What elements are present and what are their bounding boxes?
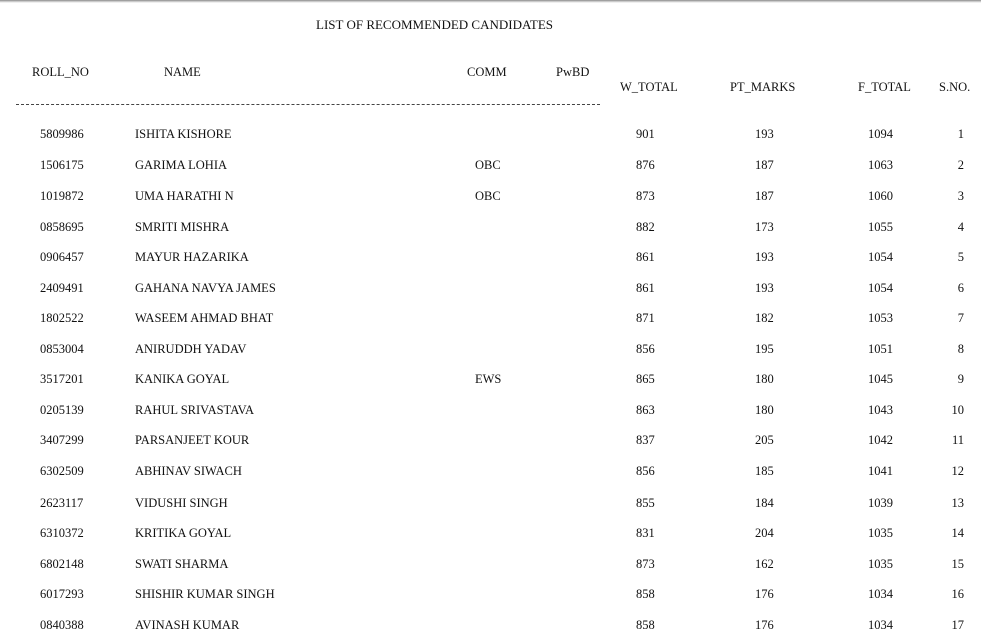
header-pt-marks: PT_MARKS <box>730 80 796 94</box>
table-row <box>0 557 981 577</box>
header-divider <box>16 104 600 106</box>
name-cell: ANIRUDDH YADAV <box>135 342 247 356</box>
roll-no-cell: 1802522 <box>40 311 84 325</box>
f-total-cell: 1035 <box>868 557 893 571</box>
name-cell: GAHANA NAVYA JAMES <box>135 281 276 295</box>
w-total-cell: 856 <box>636 464 655 478</box>
name-cell: WASEEM AHMAD BHAT <box>135 311 274 325</box>
header-roll-no: ROLL_NO <box>32 65 89 79</box>
pt-marks-cell: 205 <box>755 433 774 447</box>
table-row <box>0 158 981 178</box>
table-row <box>0 127 981 147</box>
sno-cell: 9 <box>957 372 964 386</box>
roll-no-cell: 1019872 <box>40 189 84 203</box>
table-row <box>0 311 981 331</box>
page-top-shadow <box>0 0 981 3</box>
header-name: NAME <box>164 65 201 79</box>
name-cell: ABHINAV SIWACH <box>135 464 242 478</box>
f-total-cell: 1041 <box>868 464 893 478</box>
w-total-cell: 858 <box>636 587 655 601</box>
f-total-cell: 1051 <box>868 342 893 356</box>
name-cell: SHISHIR KUMAR SINGH <box>135 587 275 601</box>
w-total-cell: 858 <box>636 618 655 632</box>
roll-no-cell: 0906457 <box>40 250 84 264</box>
sno-cell: 17 <box>951 618 964 632</box>
name-cell: KRITIKA GOYAL <box>135 526 232 540</box>
f-total-cell: 1053 <box>868 311 893 325</box>
w-total-cell: 873 <box>636 557 655 571</box>
sno-cell: 8 <box>957 342 964 356</box>
f-total-cell: 1054 <box>868 281 893 295</box>
sno-cell: 2 <box>957 158 964 172</box>
table-row <box>0 372 981 392</box>
pt-marks-cell: 187 <box>755 158 774 172</box>
f-total-cell: 1054 <box>868 250 893 264</box>
pt-marks-cell: 176 <box>755 587 774 601</box>
name-cell: KANIKA GOYAL <box>135 372 230 386</box>
f-total-cell: 1035 <box>868 526 893 540</box>
w-total-cell: 837 <box>636 433 655 447</box>
w-total-cell: 855 <box>636 496 655 510</box>
f-total-cell: 1042 <box>868 433 893 447</box>
w-total-cell: 831 <box>636 526 655 540</box>
table-row <box>0 587 981 607</box>
roll-no-cell: 6017293 <box>40 587 84 601</box>
pt-marks-cell: 184 <box>755 496 774 510</box>
w-total-cell: 882 <box>636 220 655 234</box>
name-cell: RAHUL SRIVASTAVA <box>135 403 255 417</box>
table-row <box>0 403 981 423</box>
sno-cell: 6 <box>957 281 964 295</box>
roll-no-cell: 0205139 <box>40 403 84 417</box>
sno-cell: 15 <box>951 557 964 571</box>
table-row <box>0 189 981 209</box>
w-total-cell: 873 <box>636 189 655 203</box>
pt-marks-cell: 180 <box>755 403 774 417</box>
w-total-cell: 863 <box>636 403 655 417</box>
sno-cell: 3 <box>957 189 964 203</box>
header-w-total: W_TOTAL <box>620 80 678 94</box>
table-row <box>0 464 981 484</box>
w-total-cell: 861 <box>636 281 655 295</box>
f-total-cell: 1094 <box>868 127 893 141</box>
roll-no-cell: 6802148 <box>40 557 84 571</box>
pt-marks-cell: 193 <box>755 250 774 264</box>
table-row <box>0 220 981 240</box>
roll-no-cell: 1506175 <box>40 158 84 172</box>
sno-cell: 16 <box>951 587 964 601</box>
table-row <box>0 250 981 270</box>
header-sno: S.NO. <box>939 80 971 94</box>
pt-marks-cell: 173 <box>755 220 774 234</box>
header-f-total: F_TOTAL <box>858 80 911 94</box>
table-row <box>0 618 981 638</box>
roll-no-cell: 3407299 <box>40 433 84 447</box>
sno-cell: 13 <box>951 496 964 510</box>
name-cell: VIDUSHI SINGH <box>135 496 228 510</box>
name-cell: UMA HARATHI N <box>135 189 234 203</box>
w-total-cell: 861 <box>636 250 655 264</box>
w-total-cell: 901 <box>636 127 655 141</box>
pt-marks-cell: 193 <box>755 127 774 141</box>
sno-cell: 4 <box>957 220 964 234</box>
pt-marks-cell: 185 <box>755 464 774 478</box>
name-cell: MAYUR HAZARIKA <box>135 250 249 264</box>
document-title: LIST OF RECOMMENDED CANDIDATES <box>316 17 554 32</box>
f-total-cell: 1043 <box>868 403 893 417</box>
pt-marks-cell: 176 <box>755 618 774 632</box>
sno-cell: 1 <box>957 127 964 141</box>
table-row <box>0 281 981 301</box>
table-row <box>0 342 981 362</box>
f-total-cell: 1039 <box>868 496 893 510</box>
comm-cell: OBC <box>475 158 501 172</box>
f-total-cell: 1060 <box>868 189 893 203</box>
name-cell: GARIMA LOHIA <box>135 158 228 172</box>
w-total-cell: 876 <box>636 158 655 172</box>
pt-marks-cell: 180 <box>755 372 774 386</box>
pt-marks-cell: 182 <box>755 311 774 325</box>
f-total-cell: 1063 <box>868 158 893 172</box>
pt-marks-cell: 195 <box>755 342 774 356</box>
comm-cell: EWS <box>475 372 502 386</box>
name-cell: SMRITI MISHRA <box>135 220 230 234</box>
table-row <box>0 496 981 516</box>
sno-cell: 12 <box>951 464 964 478</box>
f-total-cell: 1034 <box>868 618 893 632</box>
roll-no-cell: 2409491 <box>40 281 84 295</box>
sno-cell: 14 <box>951 526 964 540</box>
roll-no-cell: 3517201 <box>40 372 84 386</box>
name-cell: SWATI SHARMA <box>135 557 229 571</box>
table-row <box>0 433 981 453</box>
roll-no-cell: 6302509 <box>40 464 84 478</box>
roll-no-cell: 2623117 <box>40 496 84 510</box>
f-total-cell: 1045 <box>868 372 893 386</box>
comm-cell: OBC <box>475 189 501 203</box>
w-total-cell: 871 <box>636 311 655 325</box>
roll-no-cell: 0853004 <box>40 342 84 356</box>
name-cell: ISHITA KISHORE <box>135 127 232 141</box>
roll-no-cell: 0858695 <box>40 220 84 234</box>
f-total-cell: 1055 <box>868 220 893 234</box>
name-cell: AVINASH KUMAR <box>135 618 240 632</box>
pt-marks-cell: 193 <box>755 281 774 295</box>
w-total-cell: 856 <box>636 342 655 356</box>
w-total-cell: 865 <box>636 372 655 386</box>
f-total-cell: 1034 <box>868 587 893 601</box>
pt-marks-cell: 204 <box>755 526 774 540</box>
sno-cell: 5 <box>957 250 964 264</box>
header-pwbd: PwBD <box>556 65 590 79</box>
roll-no-cell: 6310372 <box>40 526 84 540</box>
header-comm: COMM <box>467 65 507 79</box>
name-cell: PARSANJEET KOUR <box>135 433 250 447</box>
sno-cell: 7 <box>957 311 964 325</box>
sno-cell: 10 <box>951 403 964 417</box>
pt-marks-cell: 162 <box>755 557 774 571</box>
roll-no-cell: 0840388 <box>40 618 84 632</box>
table-row <box>0 526 981 546</box>
sno-cell: 11 <box>951 433 964 447</box>
roll-no-cell: 5809986 <box>40 127 84 141</box>
pt-marks-cell: 187 <box>755 189 774 203</box>
